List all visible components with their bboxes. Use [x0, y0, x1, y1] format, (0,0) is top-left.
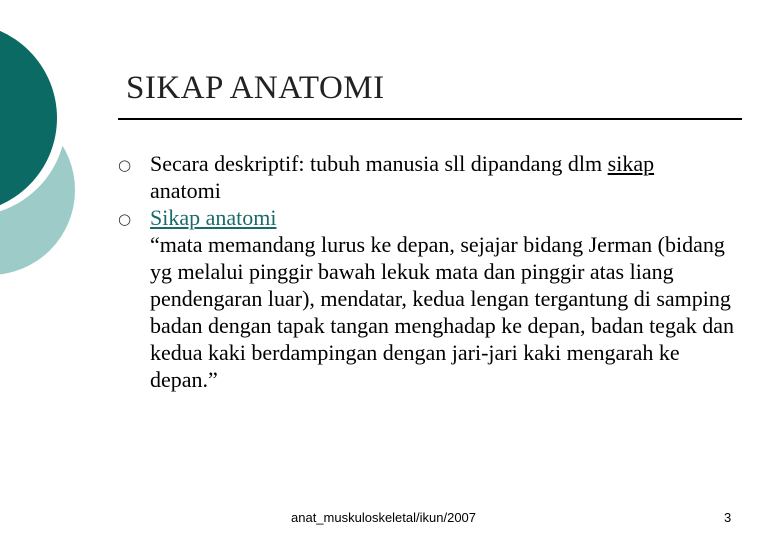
bullet-item-2	[118, 204, 740, 393]
footer-source: anat_muskuloskeletal/ikun/2007	[291, 510, 477, 525]
slide-title: SIKAP ANATOMI	[126, 70, 385, 106]
bullet-circle-icon: ○	[118, 156, 132, 174]
decorative-circles	[0, 0, 120, 300]
bullet-item-1	[118, 150, 740, 204]
title-divider	[118, 118, 742, 120]
bullet-text-line2: anatomi	[150, 178, 221, 203]
bullet-text-underlined: sikap	[607, 151, 655, 176]
definition-text: “mata memandang lurus ke depan, sejajar bidang Jerman (bidang yg melalui pinggir bawah lekuk mata dan pinggir atas liang pendengaran luar), mendatar, kedua lengan tergantung di samping badan dengan tapak tangan menghadap ke depan, badan tegak dan kedua kaki berdampingan dengan jari-jari kaki mengarah ke depan.”	[150, 232, 734, 392]
bullet-list	[118, 150, 740, 393]
page-number: 3	[724, 510, 732, 525]
bullet-text	[150, 150, 654, 204]
bullet-circle-icon: ○	[118, 210, 132, 228]
sikap-anatomi-link[interactable]: Sikap anatomi	[150, 205, 277, 230]
bullet-text-plain: Secara deskriptif: tubuh manusia sll dipandang dlm	[150, 151, 608, 176]
bullet-text	[150, 204, 740, 393]
